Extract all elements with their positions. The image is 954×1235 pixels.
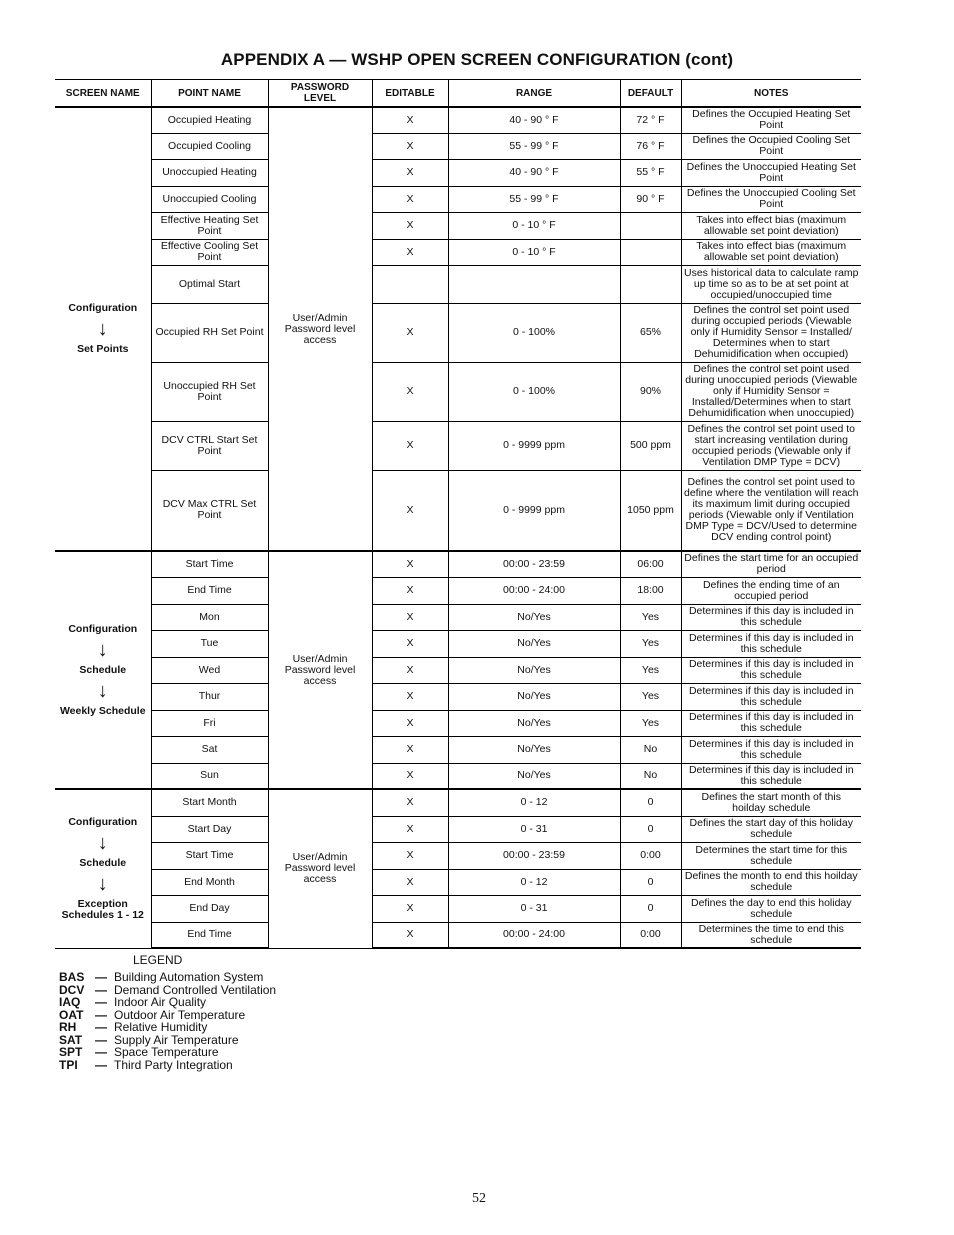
- default-cell: Yes: [620, 657, 681, 683]
- legend-dash: —: [95, 970, 107, 984]
- table-row: [55, 736, 861, 763]
- default-cell: No: [620, 736, 681, 763]
- range-cell: No/Yes: [448, 683, 620, 710]
- range-cell: 00:00 - 23:59: [448, 842, 620, 869]
- default-cell: [620, 212, 681, 239]
- editable-cell: X: [372, 107, 448, 133]
- editable-cell: X: [372, 683, 448, 710]
- editable-cell: X: [372, 816, 448, 842]
- down-arrow-icon: ↓: [97, 638, 108, 661]
- notes-cell: Determines the start time for this schedule: [681, 842, 861, 869]
- notes-cell: Defines the control set point used to start increasing ventilation during occupied periods (Viewable only if Ventilation DMP Type = DCV): [681, 421, 861, 470]
- editable-cell: X: [372, 362, 448, 421]
- table-row: [55, 265, 861, 303]
- default-cell: Yes: [620, 683, 681, 710]
- notes-cell: Defines the ending time of an occupied period: [681, 577, 861, 604]
- legend-dash: —: [95, 1045, 107, 1059]
- screen-name-cell: [55, 789, 151, 948]
- legend-item: [59, 1059, 276, 1072]
- legend-text: Relative Humidity: [114, 1020, 208, 1034]
- legend-text: Third Party Integration: [114, 1057, 233, 1072]
- editable-cell: X: [372, 657, 448, 683]
- range-cell: 0 - 10 ° F: [448, 239, 620, 265]
- table-row: [55, 186, 861, 212]
- point-name-cell: Start Day: [151, 816, 268, 842]
- editable-cell: X: [372, 869, 448, 895]
- point-name-cell: Sat: [151, 736, 268, 763]
- table-row: [55, 895, 861, 922]
- range-cell: 0 - 12: [448, 869, 620, 895]
- default-cell: 0:00: [620, 922, 681, 948]
- screen-name-part: Configuration: [68, 815, 138, 828]
- point-name-cell: Unoccupied Heating: [151, 159, 268, 186]
- editable-cell: X: [372, 604, 448, 630]
- table-row: [55, 630, 861, 657]
- screen-name-cell: [55, 107, 151, 551]
- default-cell: 76 ° F: [620, 133, 681, 159]
- password-level-cell: User/Admin Password level access: [268, 789, 372, 948]
- default-cell: 0: [620, 789, 681, 816]
- range-cell: No/Yes: [448, 604, 620, 630]
- notes-cell: Defines the Occupied Cooling Set Point: [681, 133, 861, 159]
- range-cell: [448, 265, 620, 303]
- screen-name-part: Exception Schedules 1 - 12: [61, 897, 144, 921]
- legend-dash: —: [95, 1057, 107, 1072]
- editable-cell: X: [372, 470, 448, 551]
- notes-cell: Determines if this day is included in this schedule: [681, 657, 861, 683]
- header-point-name: POINT NAME: [151, 80, 268, 108]
- default-cell: [620, 239, 681, 265]
- notes-cell: Determines if this day is included in this schedule: [681, 683, 861, 710]
- legend-dash: —: [95, 995, 107, 1009]
- range-cell: No/Yes: [448, 630, 620, 657]
- page-title: APPENDIX A — WSHP OPEN SCREEN CONFIGURATION (cont): [220, 50, 734, 69]
- default-cell: 1050 ppm: [620, 470, 681, 551]
- editable-cell: X: [372, 159, 448, 186]
- default-cell: 06:00: [620, 551, 681, 577]
- point-name-cell: Effective Heating Set Point: [151, 212, 268, 239]
- legend-dash: —: [95, 982, 107, 997]
- legend-abbr: DCV: [59, 982, 85, 997]
- point-name-cell: Start Time: [151, 551, 268, 577]
- down-arrow-icon: ↓: [97, 318, 108, 340]
- default-cell: Yes: [620, 604, 681, 630]
- point-name-cell: Unoccupied Cooling: [151, 186, 268, 212]
- screen-name-part: Weekly Schedule: [59, 704, 146, 717]
- point-name-cell: Tue: [151, 630, 268, 657]
- range-cell: 0 - 31: [448, 816, 620, 842]
- page-number: 52: [472, 1191, 486, 1206]
- editable-cell: X: [372, 763, 448, 789]
- legend-abbr: SPT: [59, 1045, 83, 1059]
- legend-dash: —: [95, 1020, 107, 1034]
- range-cell: 00:00 - 24:00: [448, 922, 620, 948]
- notes-cell: Defines the day to end this holiday schedule: [681, 895, 861, 922]
- notes-cell: Uses historical data to calculate ramp up time so as to be at set point at occupied/unoccupied time: [681, 265, 861, 303]
- header-default: DEFAULT: [620, 80, 681, 108]
- header-password-level: PASSWORD LEVEL: [268, 80, 372, 108]
- notes-cell: Defines the control set point used to define where the ventilation will reach its maximum limit during occupied periods (Viewable only if Ventilation DMP Type = DCV/Used to determine DCV ending control point): [681, 470, 861, 551]
- range-cell: No/Yes: [448, 710, 620, 736]
- screen-name-part: Configuration: [68, 622, 138, 635]
- table-row: [55, 789, 861, 816]
- range-cell: No/Yes: [448, 763, 620, 789]
- screen-name-cell: [55, 551, 151, 789]
- range-cell: 55 - 99 ° F: [448, 186, 620, 212]
- point-name-cell: DCV Max CTRL Set Point: [151, 470, 268, 551]
- editable-cell: X: [372, 133, 448, 159]
- table-row: [55, 159, 861, 186]
- notes-cell: Determines if this day is included in this schedule: [681, 604, 861, 630]
- range-cell: 0 - 10 ° F: [448, 212, 620, 239]
- range-cell: 40 - 90 ° F: [448, 159, 620, 186]
- table-row: [55, 604, 861, 630]
- screen-name-part: Schedule: [79, 856, 127, 869]
- notes-cell: Defines the Occupied Heating Set Point: [681, 107, 861, 133]
- legend-text: Building Automation System: [114, 970, 264, 984]
- point-name-cell: Thur: [151, 683, 268, 710]
- editable-cell: X: [372, 421, 448, 470]
- editable-cell: X: [372, 577, 448, 604]
- legend-text: Indoor Air Quality: [114, 995, 207, 1009]
- range-cell: 0 - 9999 ppm: [448, 470, 620, 551]
- point-name-cell: Occupied Heating: [151, 107, 268, 133]
- legend-abbr: SAT: [59, 1032, 83, 1047]
- point-name-cell: Sun: [151, 763, 268, 789]
- default-cell: Yes: [620, 630, 681, 657]
- header-screen-name: SCREEN NAME: [55, 80, 151, 108]
- screen-name-part: Schedule: [79, 663, 127, 676]
- legend-text: Supply Air Temperature: [114, 1032, 239, 1047]
- table-row: [55, 710, 861, 736]
- legend-dash: —: [95, 1007, 107, 1022]
- point-name-cell: Start Month: [151, 789, 268, 816]
- notes-cell: Takes into effect bias (maximum allowable set point deviation): [681, 212, 861, 239]
- legend-text: Space Temperature: [114, 1045, 219, 1059]
- editable-cell: X: [372, 895, 448, 922]
- table-row: [55, 842, 861, 869]
- table-row: [55, 551, 861, 577]
- configuration-table: [55, 79, 861, 949]
- editable-cell: X: [372, 239, 448, 265]
- range-cell: 55 - 99 ° F: [448, 133, 620, 159]
- point-name-cell: Optimal Start: [151, 265, 268, 303]
- table-row: [55, 239, 861, 265]
- header-range: RANGE: [448, 80, 620, 108]
- notes-cell: Defines the start day of this holiday schedule: [681, 816, 861, 842]
- notes-cell: Defines the month to end this hoilday schedule: [681, 869, 861, 895]
- default-cell: 55 ° F: [620, 159, 681, 186]
- legend-dash: —: [95, 1032, 107, 1047]
- password-level-cell: User/Admin Password level access: [268, 107, 372, 551]
- editable-cell: X: [372, 186, 448, 212]
- default-cell: 500 ppm: [620, 421, 681, 470]
- notes-cell: Determines if this day is included in this schedule: [681, 710, 861, 736]
- range-cell: 40 - 90 ° F: [448, 107, 620, 133]
- point-name-cell: Wed: [151, 657, 268, 683]
- point-name-cell: End Time: [151, 922, 268, 948]
- default-cell: 65%: [620, 303, 681, 362]
- point-name-cell: Start Time: [151, 842, 268, 869]
- legend-heading: LEGEND: [133, 953, 183, 967]
- table-row: [55, 683, 861, 710]
- editable-cell: X: [372, 303, 448, 362]
- password-level-cell: User/Admin Password level access: [268, 551, 372, 789]
- editable-cell: X: [372, 551, 448, 577]
- range-cell: 0 - 100%: [448, 362, 620, 421]
- default-cell: 90 ° F: [620, 186, 681, 212]
- default-cell: Yes: [620, 710, 681, 736]
- legend-abbr: BAS: [59, 970, 85, 984]
- table-row: [55, 107, 861, 133]
- point-name-cell: End Time: [151, 577, 268, 604]
- table-row: [55, 763, 861, 789]
- point-name-cell: Unoccupied RH Set Point: [151, 362, 268, 421]
- editable-cell: X: [372, 710, 448, 736]
- notes-cell: Defines the start time for an occupied period: [681, 551, 861, 577]
- notes-cell: Determines if this day is included in this schedule: [681, 630, 861, 657]
- table-row: [55, 470, 861, 551]
- point-name-cell: Occupied RH Set Point: [151, 303, 268, 362]
- range-cell: No/Yes: [448, 657, 620, 683]
- legend: [59, 953, 276, 1071]
- down-arrow-icon: ↓: [97, 831, 108, 854]
- table-row: [55, 303, 861, 362]
- notes-cell: Defines the control set point used during occupied periods (Viewable only if Humidity Sensor = Installed/ Determines when to start Dehumidification when occupied): [681, 303, 861, 362]
- legend-abbr: IAQ: [59, 995, 81, 1009]
- down-arrow-icon: ↓: [97, 679, 108, 702]
- table-row: [55, 922, 861, 948]
- default-cell: [620, 265, 681, 303]
- range-cell: 0 - 12: [448, 789, 620, 816]
- point-name-cell: DCV CTRL Start Set Point: [151, 421, 268, 470]
- notes-cell: Defines the start month of this hoilday schedule: [681, 789, 861, 816]
- table-row: [55, 657, 861, 683]
- notes-cell: Defines the Unoccupied Cooling Set Point: [681, 186, 861, 212]
- legend-text: Outdoor Air Temperature: [114, 1007, 246, 1022]
- editable-cell: X: [372, 789, 448, 816]
- legend-abbr: OAT: [59, 1007, 84, 1022]
- screen-name-part: Configuration: [68, 302, 138, 314]
- notes-cell: Defines the Unoccupied Heating Set Point: [681, 159, 861, 186]
- notes-cell: Takes into effect bias (maximum allowable set point deviation): [681, 239, 861, 265]
- editable-cell: X: [372, 736, 448, 763]
- range-cell: 00:00 - 24:00: [448, 577, 620, 604]
- range-cell: 0 - 31: [448, 895, 620, 922]
- default-cell: 72 ° F: [620, 107, 681, 133]
- table-row: [55, 816, 861, 842]
- legend-abbr: RH: [59, 1020, 77, 1034]
- editable-cell: X: [372, 212, 448, 239]
- table-header-row: [55, 80, 861, 108]
- notes-cell: Determines if this day is included in this schedule: [681, 736, 861, 763]
- legend-abbr: TPI: [59, 1057, 78, 1072]
- screen-name-part: Set Points: [77, 343, 129, 355]
- default-cell: No: [620, 763, 681, 789]
- legend-text: Demand Controlled Ventilation: [114, 982, 277, 997]
- table-row: [55, 577, 861, 604]
- default-cell: 18:00: [620, 577, 681, 604]
- table-row: [55, 421, 861, 470]
- point-name-cell: End Month: [151, 869, 268, 895]
- point-name-cell: Fri: [151, 710, 268, 736]
- range-cell: 0 - 9999 ppm: [448, 421, 620, 470]
- point-name-cell: Effective Cooling Set Point: [151, 239, 268, 265]
- editable-cell: X: [372, 922, 448, 948]
- default-cell: 0:00: [620, 842, 681, 869]
- point-name-cell: End Day: [151, 895, 268, 922]
- default-cell: 0: [620, 895, 681, 922]
- table-row: [55, 362, 861, 421]
- default-cell: 90%: [620, 362, 681, 421]
- editable-cell: X: [372, 842, 448, 869]
- editable-cell: X: [372, 630, 448, 657]
- notes-cell: Determines if this day is included in this schedule: [681, 763, 861, 789]
- table-row: [55, 133, 861, 159]
- header-editable: EDITABLE: [372, 80, 448, 108]
- default-cell: 0: [620, 869, 681, 895]
- notes-cell: Defines the control set point used during unoccupied periods (Viewable only if Humidity Sensor = Installed/Determines when to start Dehumidification when unoccupied): [681, 362, 861, 421]
- point-name-cell: Occupied Cooling: [151, 133, 268, 159]
- table-row: [55, 212, 861, 239]
- range-cell: No/Yes: [448, 736, 620, 763]
- point-name-cell: Mon: [151, 604, 268, 630]
- editable-cell: [372, 265, 448, 303]
- default-cell: 0: [620, 816, 681, 842]
- table-row: [55, 869, 861, 895]
- notes-cell: Determines the time to end this schedule: [681, 922, 861, 948]
- range-cell: 0 - 100%: [448, 303, 620, 362]
- header-notes: NOTES: [681, 80, 861, 108]
- range-cell: 00:00 - 23:59: [448, 551, 620, 577]
- down-arrow-icon: ↓: [97, 872, 108, 895]
